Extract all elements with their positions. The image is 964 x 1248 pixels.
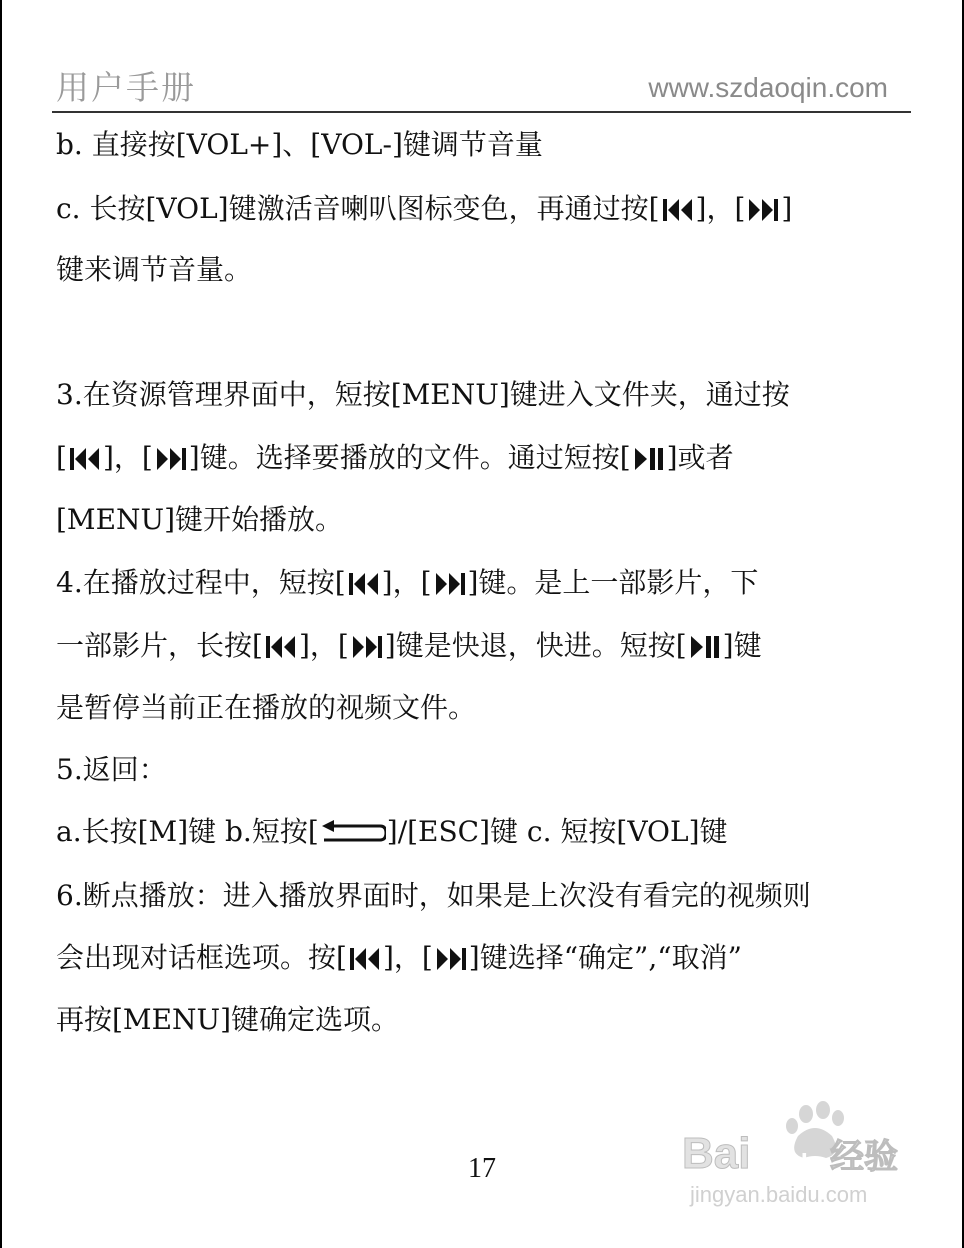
svg-text:经验: 经验 — [830, 1137, 898, 1177]
next-icon — [154, 446, 188, 472]
svg-text:Bai: Bai — [682, 1129, 751, 1178]
play-pause-icon — [688, 634, 722, 660]
header-divider — [52, 111, 911, 113]
item-4-line-2: 一部影片，长按[ ]，[ ]键是快退，快进。短按[ ]键 — [56, 629, 762, 662]
item-5-line-1: 5.返回： — [56, 753, 167, 786]
item-4-line-3: 是暂停当前正在播放的视频文件。 — [56, 691, 477, 724]
baidu-watermark-logo — [680, 1100, 910, 1210]
item-3-line-2: [ ]，[ ]键。选择要播放的文件。通过短按[ ]或者 — [56, 441, 734, 474]
item-4-line-1: 4.在播放过程中，短按[ ]，[ ]键。是上一部影片，下 — [56, 566, 759, 599]
next-icon — [434, 946, 468, 972]
svg-text:du: du — [792, 1148, 824, 1178]
item-6-line-2: 会出现对话框选项。按[ ]，[ ]键选择“确定”,“取消” — [56, 941, 742, 974]
text-line-c: c. 长按[VOL]键激活音喇叭图标变色，再通过按[ ]，[ ] — [56, 192, 793, 225]
page-number: 17 — [468, 1153, 496, 1184]
header-url: www.szdaoqin.com — [648, 72, 888, 103]
play-pause-icon — [632, 446, 666, 472]
item-5-line-2: a.长按[M]键 b.短按[ ]/[ESC]键 c. 短按[VOL]键 — [56, 815, 728, 848]
item-3-line-1: 3.在资源管理界面中，短按[MENU]键进入文件夹，通过按 — [56, 378, 790, 411]
item-3-line-3: [MENU]键开始播放。 — [56, 503, 344, 536]
header-title: 用户手册 — [56, 68, 196, 107]
next-icon — [746, 197, 780, 223]
next-icon — [350, 634, 384, 660]
next-icon — [433, 571, 467, 597]
text-line-b: b. 直接按[VOL+]、[VOL-]键调节音量 — [56, 128, 543, 161]
prev-icon — [347, 571, 381, 597]
item-6-line-1: 6.断点播放：进入播放界面时，如果是上次没有看完的视频则 — [56, 879, 811, 912]
page-left-border — [0, 0, 2, 1248]
prev-icon — [661, 197, 695, 223]
return-icon — [320, 820, 386, 846]
svg-text:jingyan.baidu.com: jingyan.baidu.com — [690, 1182, 868, 1207]
prev-icon — [264, 634, 298, 660]
text-line-c-cont: 键来调节音量。 — [56, 253, 253, 286]
prev-icon — [68, 446, 102, 472]
item-6-line-3: 再按[MENU]键确定选项。 — [56, 1003, 400, 1036]
prev-icon — [348, 946, 382, 972]
